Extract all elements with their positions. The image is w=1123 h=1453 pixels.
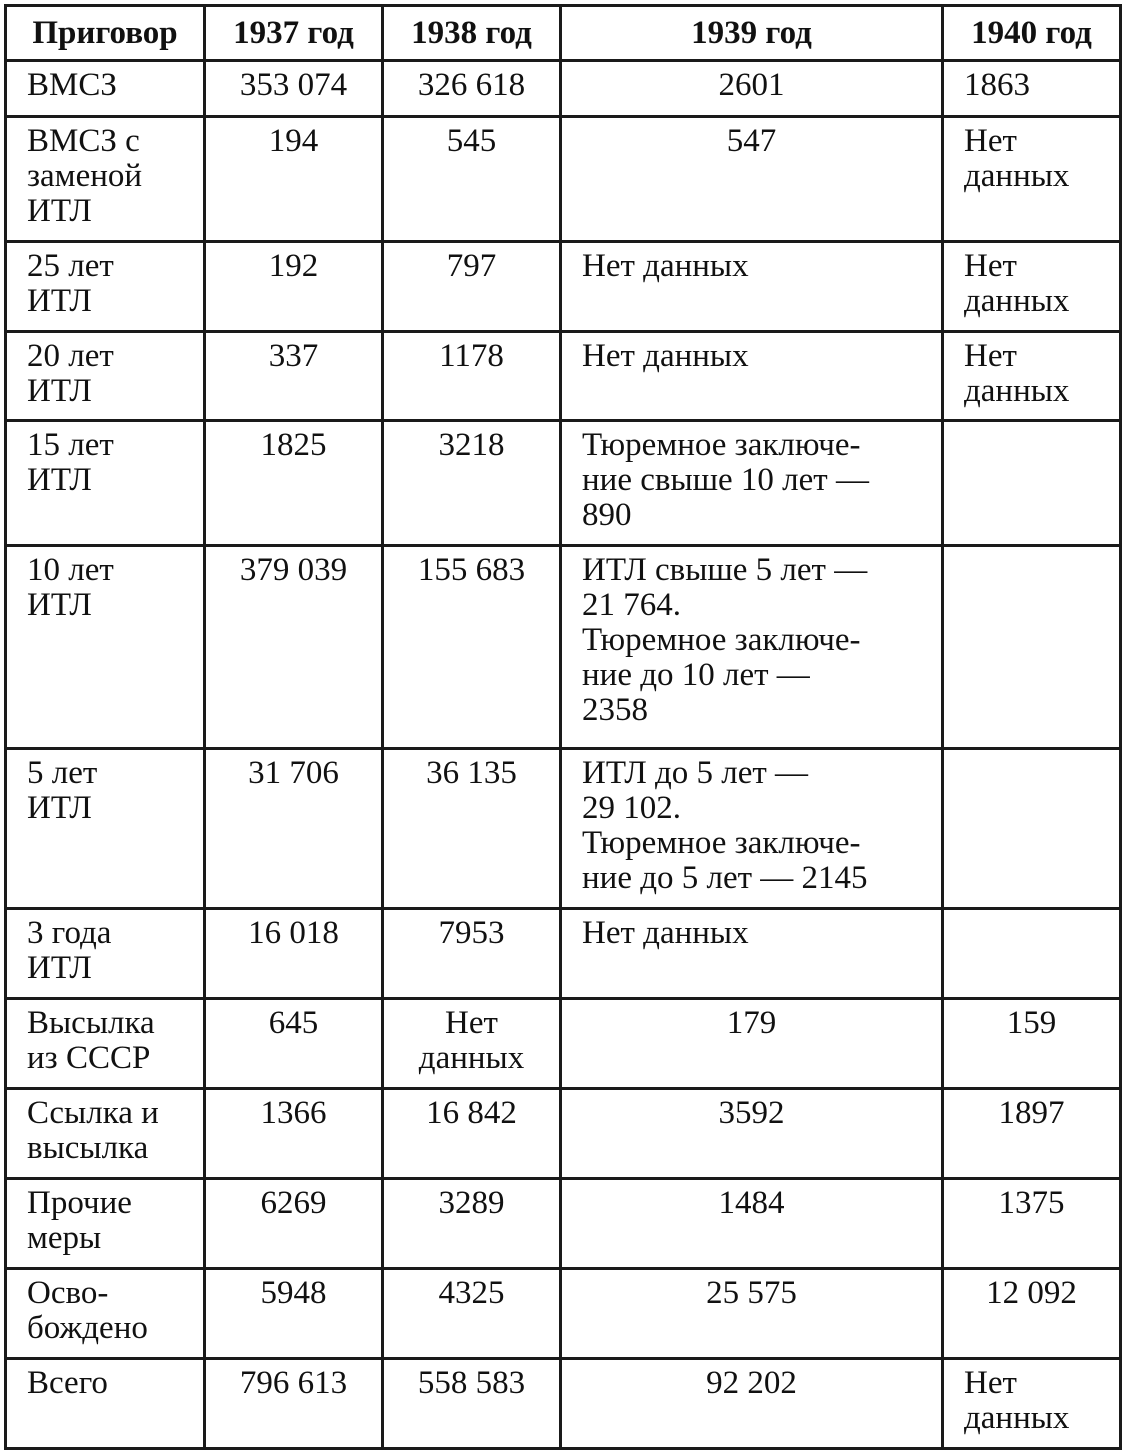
cell-1937: 194 bbox=[205, 117, 383, 242]
cell-1938: 3289 bbox=[383, 1179, 561, 1269]
cell-1940: 1863 bbox=[943, 61, 1121, 117]
row-label: Всего bbox=[6, 1359, 205, 1449]
row-label: Ссылка и высылка bbox=[6, 1089, 205, 1179]
header-row bbox=[6, 6, 1121, 61]
cell-1939: 1484 bbox=[561, 1179, 943, 1269]
row-label: 10 лет ИТЛ bbox=[6, 546, 205, 749]
cell-1940: 1897 bbox=[943, 1089, 1121, 1179]
header-1937: 1937 год bbox=[205, 6, 383, 61]
table-row bbox=[6, 332, 1121, 421]
cell-1937: 796 613 bbox=[205, 1359, 383, 1449]
cell-1938: 797 bbox=[383, 242, 561, 332]
header-1939: 1939 год bbox=[561, 6, 943, 61]
row-label: 20 лет ИТЛ bbox=[6, 332, 205, 421]
header-sentence: Приговор bbox=[6, 6, 205, 61]
cell-1938: 545 bbox=[383, 117, 561, 242]
cell-1940 bbox=[943, 421, 1121, 546]
row-label: Прочие меры bbox=[6, 1179, 205, 1269]
cell-1940: Нет данных bbox=[943, 117, 1121, 242]
cell-1940: Нет данных bbox=[943, 242, 1121, 332]
table-row bbox=[6, 999, 1121, 1089]
cell-1940: 159 bbox=[943, 999, 1121, 1089]
cell-1940: Нет данных bbox=[943, 1359, 1121, 1449]
cell-1937: 192 bbox=[205, 242, 383, 332]
cell-1937: 645 bbox=[205, 999, 383, 1089]
table-row bbox=[6, 1359, 1121, 1449]
cell-1937: 16 018 bbox=[205, 909, 383, 999]
table-row bbox=[6, 546, 1121, 749]
cell-1939: 3592 bbox=[561, 1089, 943, 1179]
cell-1938: 1178 bbox=[383, 332, 561, 421]
cell-1939: 179 bbox=[561, 999, 943, 1089]
cell-1939: 2601 bbox=[561, 61, 943, 117]
cell-1937: 1825 bbox=[205, 421, 383, 546]
cell-1938: 7953 bbox=[383, 909, 561, 999]
row-label: Высылка из СССР bbox=[6, 999, 205, 1089]
cell-1938: Нет данных bbox=[383, 999, 561, 1089]
cell-1940: Нет данных bbox=[943, 332, 1121, 421]
cell-1939: Нет данных bbox=[561, 909, 943, 999]
table-row bbox=[6, 749, 1121, 909]
cell-1940 bbox=[943, 749, 1121, 909]
table-row bbox=[6, 1089, 1121, 1179]
cell-1940: 12 092 bbox=[943, 1269, 1121, 1359]
row-label: 5 лет ИТЛ bbox=[6, 749, 205, 909]
header-1940: 1940 год bbox=[943, 6, 1121, 61]
table-row bbox=[6, 61, 1121, 117]
table-row bbox=[6, 117, 1121, 242]
cell-1937: 31 706 bbox=[205, 749, 383, 909]
cell-1937: 379 039 bbox=[205, 546, 383, 749]
cell-1939: 547 bbox=[561, 117, 943, 242]
row-label: ВМСЗ с заменой ИТЛ bbox=[6, 117, 205, 242]
row-label: 3 года ИТЛ bbox=[6, 909, 205, 999]
header-1938: 1938 год bbox=[383, 6, 561, 61]
cell-1937: 6269 bbox=[205, 1179, 383, 1269]
cell-1939: Нет данных bbox=[561, 332, 943, 421]
cell-1937: 353 074 bbox=[205, 61, 383, 117]
cell-1940 bbox=[943, 909, 1121, 999]
row-label: Осво- бождено bbox=[6, 1269, 205, 1359]
cell-1939: ИТЛ свыше 5 лет — 21 764. Тюремное заключе- ние до 10 лет — 2358 bbox=[561, 546, 943, 749]
cell-1939: Тюремное заключе- ние свыше 10 лет — 890 bbox=[561, 421, 943, 546]
table-row bbox=[6, 421, 1121, 546]
cell-1937: 1366 bbox=[205, 1089, 383, 1179]
cell-1940: 1375 bbox=[943, 1179, 1121, 1269]
cell-1938: 3218 bbox=[383, 421, 561, 546]
cell-1938: 4325 bbox=[383, 1269, 561, 1359]
cell-1937: 5948 bbox=[205, 1269, 383, 1359]
row-label: ВМСЗ bbox=[6, 61, 205, 117]
cell-1938: 558 583 bbox=[383, 1359, 561, 1449]
cell-1938: 16 842 bbox=[383, 1089, 561, 1179]
cell-1937: 337 bbox=[205, 332, 383, 421]
cell-1938: 326 618 bbox=[383, 61, 561, 117]
cell-1940 bbox=[943, 546, 1121, 749]
cell-1939: ИТЛ до 5 лет — 29 102. Тюремное заключе- ние до 5 лет — 2145 bbox=[561, 749, 943, 909]
cell-1939: Нет данных bbox=[561, 242, 943, 332]
table-row bbox=[6, 909, 1121, 999]
table-row bbox=[6, 1269, 1121, 1359]
sentences-table bbox=[4, 4, 1122, 1450]
table-row bbox=[6, 242, 1121, 332]
table-row bbox=[6, 1179, 1121, 1269]
row-label: 15 лет ИТЛ bbox=[6, 421, 205, 546]
cell-1939: 92 202 bbox=[561, 1359, 943, 1449]
row-label: 25 лет ИТЛ bbox=[6, 242, 205, 332]
cell-1938: 36 135 bbox=[383, 749, 561, 909]
cell-1939: 25 575 bbox=[561, 1269, 943, 1359]
cell-1938: 155 683 bbox=[383, 546, 561, 749]
